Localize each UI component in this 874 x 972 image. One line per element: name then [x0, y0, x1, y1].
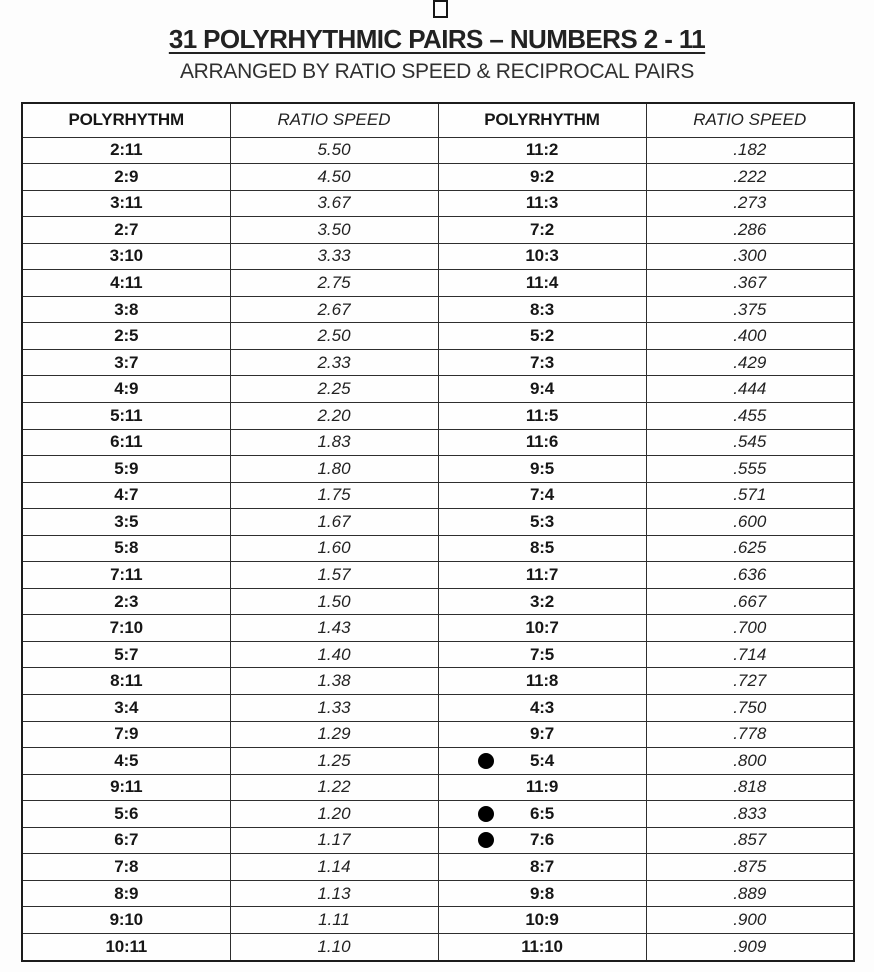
polyrhythm-cell-right [438, 588, 646, 615]
polyrhythm-value: 9:8 [530, 883, 554, 903]
ratio-speed-cell-left [230, 721, 438, 748]
table-row [22, 668, 854, 695]
table-row [22, 827, 854, 854]
ratio-speed-value: 5.50 [317, 140, 351, 160]
polyrhythm-value: 3:8 [114, 299, 139, 319]
ratio-speed-cell-right [646, 270, 854, 297]
ratio-speed-cell-left [230, 907, 438, 934]
ratio-speed-cell-right [646, 721, 854, 748]
polyrhythm-value: 11:3 [525, 193, 559, 213]
polyrhythm-cell-left [22, 164, 230, 191]
table-row [22, 270, 854, 297]
polyrhythm-cell-left [22, 376, 230, 403]
polyrhythm-cell-left [22, 349, 230, 376]
ratio-speed-cell-right [646, 880, 854, 907]
polyrhythm-value: 9:7 [530, 724, 554, 744]
ratio-speed-cell-right [646, 190, 854, 217]
ratio-speed-cell-right [646, 535, 854, 562]
polyrhythm-cell-left [22, 535, 230, 562]
polyrhythm-cell-right [438, 243, 646, 270]
table-row [22, 588, 854, 615]
ratio-speed-value: 1.29 [317, 724, 351, 744]
polyrhythm-cell-left [22, 774, 230, 801]
polyrhythm-cell-right [438, 641, 646, 668]
ratio-speed-value: .857 [733, 830, 767, 850]
polyrhythm-cell-left [22, 748, 230, 775]
ratio-speed-cell-right [646, 349, 854, 376]
polyrhythm-value: 5:7 [114, 644, 139, 664]
polyrhythm-cell-right [438, 349, 646, 376]
polyrhythm-cell-left [22, 243, 230, 270]
polyrhythm-cell-right [438, 190, 646, 217]
polyrhythm-cell-right [438, 748, 646, 775]
polyrhythm-cell-right [438, 535, 646, 562]
ratio-speed-value: 1.50 [317, 591, 351, 611]
polyrhythm-cell-right [438, 694, 646, 721]
bullet-marker-icon [478, 753, 494, 769]
table-row [22, 907, 854, 934]
ratio-speed-cell-left [230, 509, 438, 536]
polyrhythm-cell-right [438, 164, 646, 191]
ratio-speed-cell-left [230, 535, 438, 562]
polyrhythm-value: 3:11 [110, 193, 143, 213]
table-row [22, 801, 854, 828]
polyrhythm-table-container [21, 102, 855, 962]
polyrhythm-cell-right [438, 323, 646, 350]
ratio-speed-cell-right [646, 588, 854, 615]
ratio-speed-value: 1.22 [317, 777, 351, 797]
polyrhythm-cell-right [438, 376, 646, 403]
ratio-speed-cell-right [646, 323, 854, 350]
ratio-speed-value: 1.83 [317, 432, 351, 452]
polyrhythm-value: 11:2 [525, 140, 559, 160]
ratio-speed-value: .800 [733, 750, 767, 770]
polyrhythm-cell-right [438, 562, 646, 589]
polyrhythm-value: 4:5 [114, 750, 139, 770]
ratio-speed-cell-left [230, 190, 438, 217]
polyrhythm-cell-right [438, 933, 646, 961]
polyrhythm-cell-left [22, 190, 230, 217]
ratio-speed-cell-right [646, 482, 854, 509]
polyrhythm-cell-left [22, 482, 230, 509]
polyrhythm-value: 8:3 [530, 299, 554, 319]
table-header [22, 103, 854, 137]
ratio-speed-value: 1.20 [317, 803, 351, 823]
ratio-speed-value: .909 [733, 936, 767, 956]
polyrhythm-cell-left [22, 296, 230, 323]
ratio-speed-cell-right [646, 429, 854, 456]
polyrhythm-cell-left [22, 827, 230, 854]
ratio-speed-value: .600 [733, 511, 767, 531]
ratio-speed-value: .889 [733, 883, 767, 903]
polyrhythm-value: 8:5 [530, 538, 554, 558]
ratio-speed-cell-right [646, 694, 854, 721]
ratio-speed-cell-right [646, 402, 854, 429]
polyrhythm-cell-right [438, 801, 646, 828]
polyrhythm-cell-left [22, 217, 230, 244]
polyrhythm-cell-right [438, 402, 646, 429]
ratio-speed-value: .778 [733, 724, 767, 744]
ratio-speed-value: 1.11 [318, 910, 350, 930]
polyrhythm-value: 11:5 [525, 405, 559, 425]
ratio-speed-value: 2.67 [317, 299, 351, 319]
polyrhythm-value: 11:9 [525, 777, 559, 797]
polyrhythm-cell-right [438, 296, 646, 323]
polyrhythm-cell-right [438, 217, 646, 244]
polyrhythm-cell-left [22, 668, 230, 695]
ratio-speed-value: 1.13 [317, 883, 351, 903]
ratio-speed-cell-left [230, 349, 438, 376]
bullet-marker-icon [478, 806, 494, 822]
polyrhythm-value: 8:7 [530, 857, 554, 877]
table-row [22, 137, 854, 164]
polyrhythm-value: 8:11 [110, 671, 143, 691]
page-title-text: 31 POLYRHYTHMIC PAIRS – NUMBERS 2 - 11 [168, 24, 706, 54]
polyrhythm-value: 7:4 [530, 485, 554, 505]
ratio-speed-value: .222 [733, 166, 767, 186]
table-row [22, 429, 854, 456]
polyrhythm-cell-right [438, 482, 646, 509]
table-row [22, 694, 854, 721]
header-row [22, 103, 854, 137]
ratio-speed-cell-left [230, 933, 438, 961]
polyrhythm-value: 11:7 [525, 565, 559, 585]
polyrhythm-value: 7:6 [530, 830, 554, 850]
ratio-speed-value: .625 [733, 538, 767, 558]
polyrhythm-cell-left [22, 933, 230, 961]
ratio-speed-value: .455 [733, 405, 767, 425]
ratio-speed-value: .182 [733, 140, 767, 160]
polyrhythm-value: 11:8 [525, 671, 559, 691]
polyrhythm-cell-right [438, 668, 646, 695]
ratio-speed-value: 2.75 [317, 273, 351, 292]
table-row [22, 641, 854, 668]
ratio-speed-cell-right [646, 456, 854, 483]
column-header-ratio-speed-left: RATIO SPEED [230, 103, 438, 137]
ratio-speed-value: 1.14 [317, 857, 351, 877]
ratio-speed-cell-left [230, 615, 438, 642]
polyrhythm-value: 7:10 [109, 618, 143, 638]
ratio-speed-cell-right [646, 137, 854, 164]
polyrhythm-value: 7:8 [114, 857, 139, 877]
ratio-speed-cell-right [646, 774, 854, 801]
polyrhythm-value: 10:3 [525, 246, 559, 266]
ratio-speed-cell-left [230, 668, 438, 695]
polyrhythm-table [21, 102, 855, 962]
table-row [22, 933, 854, 961]
polyrhythm-cell-left [22, 562, 230, 589]
polyrhythm-value: 10:11 [105, 936, 148, 956]
polyrhythm-value: 7:5 [530, 644, 554, 664]
table-row [22, 190, 854, 217]
ratio-speed-value: 1.75 [317, 485, 351, 505]
ratio-speed-value: 1.67 [317, 511, 351, 531]
ratio-speed-value: .571 [733, 485, 767, 505]
polyrhythm-value: 6:7 [114, 830, 139, 850]
ratio-speed-cell-left [230, 801, 438, 828]
ratio-speed-cell-left [230, 588, 438, 615]
ratio-speed-value: 1.40 [317, 644, 351, 664]
table-row [22, 164, 854, 191]
ratio-speed-cell-right [646, 801, 854, 828]
polyrhythm-cell-left [22, 641, 230, 668]
table-row [22, 774, 854, 801]
ratio-speed-value: 1.10 [317, 936, 351, 956]
polyrhythm-value: 2:3 [114, 591, 139, 611]
ratio-speed-cell-right [646, 854, 854, 881]
polyrhythm-cell-right [438, 907, 646, 934]
polyrhythm-value: 8:9 [114, 883, 139, 903]
table-row [22, 456, 854, 483]
ratio-speed-cell-left [230, 774, 438, 801]
ratio-speed-cell-right [646, 243, 854, 270]
ratio-speed-cell-left [230, 217, 438, 244]
table-row [22, 509, 854, 536]
ratio-speed-cell-left [230, 827, 438, 854]
table-row [22, 854, 854, 881]
ratio-speed-cell-left [230, 854, 438, 881]
table-row [22, 323, 854, 350]
ratio-speed-value: .750 [733, 697, 767, 717]
ratio-speed-value: 1.43 [317, 618, 351, 638]
polyrhythm-cell-left [22, 854, 230, 881]
ratio-speed-cell-right [646, 827, 854, 854]
polyrhythm-cell-left [22, 907, 230, 934]
ratio-speed-value: .429 [733, 352, 767, 372]
ratio-speed-cell-right [646, 164, 854, 191]
ratio-speed-value: 1.60 [317, 538, 351, 558]
polyrhythm-value: 2:11 [110, 140, 143, 160]
ratio-speed-value: 1.17 [317, 830, 351, 850]
ratio-speed-value: 1.25 [317, 750, 351, 770]
polyrhythm-cell-left [22, 509, 230, 536]
ratio-speed-value: .545 [733, 432, 767, 452]
polyrhythm-value: 6:5 [530, 803, 554, 823]
polyrhythm-value: 5:2 [530, 326, 554, 346]
ratio-speed-cell-left [230, 402, 438, 429]
ratio-speed-value: .667 [733, 591, 767, 611]
polyrhythm-value: 7:3 [530, 352, 554, 372]
ratio-speed-cell-right [646, 641, 854, 668]
table-row [22, 880, 854, 907]
ratio-speed-cell-right [646, 376, 854, 403]
ratio-speed-value: 3.33 [317, 246, 351, 266]
column-header-polyrhythm-right: POLYRHYTHM [438, 103, 646, 137]
polyrhythm-cell-right [438, 854, 646, 881]
ratio-speed-cell-left [230, 748, 438, 775]
ratio-speed-cell-left [230, 880, 438, 907]
polyrhythm-value: 5:3 [530, 511, 554, 531]
polyrhythm-cell-left [22, 270, 230, 297]
polyrhythm-cell-right [438, 270, 646, 297]
ratio-speed-value: 2.20 [317, 405, 351, 425]
ratio-speed-cell-left [230, 137, 438, 164]
ratio-speed-value: .400 [733, 326, 767, 346]
ratio-speed-cell-right [646, 296, 854, 323]
polyrhythm-value: 10:7 [525, 618, 559, 638]
polyrhythm-value: 4:11 [110, 273, 143, 292]
table-row [22, 217, 854, 244]
polyrhythm-value: 5:9 [114, 458, 139, 478]
ratio-speed-cell-left [230, 243, 438, 270]
ratio-speed-cell-left [230, 456, 438, 483]
ratio-speed-value: .727 [733, 671, 767, 691]
table-row [22, 402, 854, 429]
ratio-speed-value: 3.67 [317, 193, 351, 213]
bullet-marker-icon [478, 832, 494, 848]
ratio-speed-value: .286 [733, 219, 767, 239]
polyrhythm-value: 9:5 [530, 458, 554, 478]
polyrhythm-cell-right [438, 429, 646, 456]
table-row [22, 562, 854, 589]
ratio-speed-value: .700 [733, 618, 767, 638]
polyrhythm-value: 7:2 [530, 219, 554, 239]
ratio-speed-cell-right [646, 748, 854, 775]
ratio-speed-value: 2.50 [317, 326, 351, 346]
polyrhythm-cell-left [22, 588, 230, 615]
table-row [22, 615, 854, 642]
polyrhythm-value: 9:2 [530, 166, 554, 186]
polyrhythm-value: 3:4 [114, 697, 139, 717]
polyrhythm-value: 4:7 [114, 485, 139, 505]
polyrhythm-cell-left [22, 721, 230, 748]
polyrhythm-value: 4:3 [530, 697, 554, 717]
ratio-speed-cell-right [646, 907, 854, 934]
table-body [22, 137, 854, 961]
polyrhythm-cell-right [438, 880, 646, 907]
polyrhythm-value: 2:7 [114, 219, 139, 239]
ratio-speed-cell-right [646, 615, 854, 642]
table-row [22, 482, 854, 509]
polyrhythm-cell-left [22, 694, 230, 721]
ratio-speed-cell-right [646, 562, 854, 589]
polyrhythm-value: 6:11 [110, 432, 143, 452]
polyrhythm-value: 3:2 [530, 591, 554, 611]
ratio-speed-value: .444 [733, 379, 767, 399]
polyrhythm-cell-right [438, 615, 646, 642]
ratio-speed-value: .833 [733, 803, 767, 823]
table-row [22, 721, 854, 748]
table-row [22, 748, 854, 775]
ratio-speed-cell-left [230, 296, 438, 323]
ratio-speed-cell-left [230, 562, 438, 589]
polyrhythm-value: 4:9 [114, 379, 139, 399]
polyrhythm-cell-left [22, 137, 230, 164]
polyrhythm-value: 2:5 [114, 326, 139, 346]
ratio-speed-value: 2.25 [317, 379, 351, 399]
ratio-speed-value: 2.33 [317, 352, 351, 372]
polyrhythm-value: 7:11 [110, 565, 143, 585]
polyrhythm-cell-right [438, 509, 646, 536]
polyrhythm-cell-right [438, 456, 646, 483]
page-title [0, 25, 874, 54]
ratio-speed-cell-left [230, 482, 438, 509]
polyrhythm-value: 9:10 [109, 910, 143, 930]
polyrhythm-cell-left [22, 402, 230, 429]
ratio-speed-cell-right [646, 509, 854, 536]
polyrhythm-value: 9:11 [110, 777, 143, 797]
ratio-speed-value: 1.38 [317, 671, 351, 691]
missing-character-box-icon [433, 0, 448, 18]
ratio-speed-value: 4.50 [317, 166, 351, 186]
ratio-speed-value: .714 [733, 644, 767, 664]
polyrhythm-cell-left [22, 429, 230, 456]
polyrhythm-value: 11:10 [521, 936, 563, 956]
ratio-speed-cell-right [646, 217, 854, 244]
ratio-speed-value: .375 [733, 299, 767, 319]
ratio-speed-value: 1.57 [317, 565, 351, 585]
ratio-speed-value: .367 [733, 273, 767, 292]
polyrhythm-value: 3:5 [114, 511, 139, 531]
polyrhythm-cell-left [22, 456, 230, 483]
ratio-speed-value: .555 [733, 458, 767, 478]
ratio-speed-value: .300 [733, 246, 767, 266]
ratio-speed-value: .636 [733, 565, 767, 585]
ratio-speed-cell-left [230, 323, 438, 350]
polyrhythm-cell-left [22, 880, 230, 907]
polyrhythm-value: 3:7 [114, 352, 139, 372]
ratio-speed-cell-right [646, 933, 854, 961]
polyrhythm-cell-left [22, 801, 230, 828]
page-subtitle: ARRANGED BY RATIO SPEED & RECIPROCAL PAIRS [179, 60, 695, 83]
column-header-polyrhythm-left: POLYRHYTHM [22, 103, 230, 137]
polyrhythm-value: 3:10 [109, 246, 143, 266]
ratio-speed-value: .875 [733, 857, 767, 877]
table-row [22, 535, 854, 562]
polyrhythm-value: 5:11 [110, 405, 143, 425]
polyrhythm-cell-right [438, 827, 646, 854]
table-row [22, 243, 854, 270]
ratio-speed-cell-left [230, 164, 438, 191]
polyrhythm-cell-right [438, 774, 646, 801]
polyrhythm-value: 11:6 [525, 432, 559, 452]
table-row [22, 349, 854, 376]
table-row [22, 296, 854, 323]
table-row [22, 376, 854, 403]
polyrhythm-value: 5:6 [114, 803, 139, 823]
ratio-speed-cell-left [230, 694, 438, 721]
ratio-speed-value: 1.33 [317, 697, 351, 717]
polyrhythm-value: 7:9 [114, 724, 139, 744]
polyrhythm-value: 5:8 [114, 538, 139, 558]
polyrhythm-value: 10:9 [525, 910, 559, 930]
polyrhythm-cell-right [438, 137, 646, 164]
column-header-ratio-speed-right: RATIO SPEED [646, 103, 854, 137]
ratio-speed-cell-left [230, 429, 438, 456]
polyrhythm-cell-left [22, 615, 230, 642]
ratio-speed-value: 3.50 [317, 219, 351, 239]
ratio-speed-cell-left [230, 270, 438, 297]
polyrhythm-cell-left [22, 323, 230, 350]
polyrhythm-value: 5:4 [530, 750, 554, 770]
ratio-speed-cell-left [230, 376, 438, 403]
ratio-speed-cell-left [230, 641, 438, 668]
ratio-speed-value: .273 [733, 193, 767, 213]
ratio-speed-value: .900 [733, 910, 767, 930]
polyrhythm-cell-right [438, 721, 646, 748]
polyrhythm-value: 11:4 [525, 273, 559, 292]
polyrhythm-value: 2:9 [114, 166, 139, 186]
ratio-speed-value: .818 [733, 777, 767, 797]
ratio-speed-value: 1.80 [317, 458, 351, 478]
polyrhythm-value: 9:4 [530, 379, 554, 399]
ratio-speed-cell-right [646, 668, 854, 695]
